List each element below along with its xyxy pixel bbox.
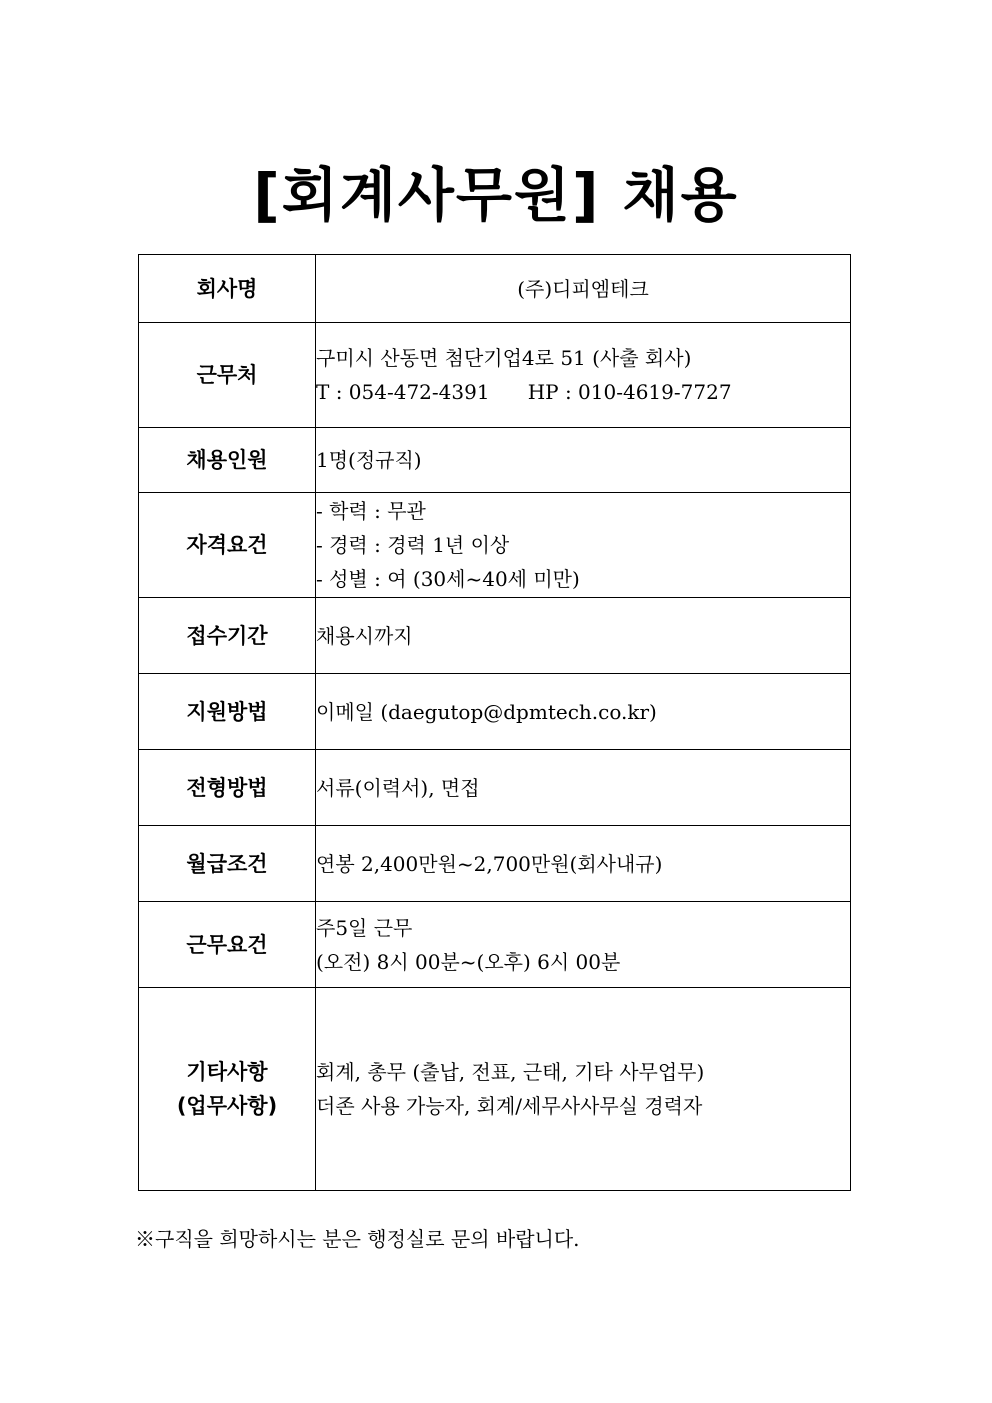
row-label: 지원방법 bbox=[139, 674, 316, 750]
table-row bbox=[139, 493, 851, 598]
table-row bbox=[139, 750, 851, 826]
row-value bbox=[316, 255, 851, 323]
row-value bbox=[316, 988, 851, 1191]
row-value bbox=[316, 598, 851, 674]
table-row bbox=[139, 988, 851, 1191]
row-label: 근무처 bbox=[139, 323, 316, 428]
table-row bbox=[139, 323, 851, 428]
value-line: - 성별 : 여 (30세~40세 미만) bbox=[316, 567, 580, 591]
value-line: - 경력 : 경력 1년 이상 bbox=[316, 533, 510, 557]
row-label: 월급조건 bbox=[139, 826, 316, 902]
row-label: 접수기간 bbox=[139, 598, 316, 674]
row-label-line: (업무사항) bbox=[176, 1094, 278, 1118]
table-row bbox=[139, 598, 851, 674]
table-row bbox=[139, 902, 851, 988]
value-line: T : 054-472-4391 HP : 010-4619-7727 bbox=[316, 380, 732, 404]
row-label: 근무요건 bbox=[139, 902, 316, 988]
row-value bbox=[316, 674, 851, 750]
value-line: - 학력 : 무관 bbox=[316, 499, 426, 523]
value-line: 회계, 총무 (출납, 전표, 근태, 기타 사무업무) bbox=[316, 1060, 705, 1084]
footer-note: ※구직을 희망하시는 분은 행정실로 문의 바랍니다. bbox=[135, 1227, 580, 1251]
value-line: 1명(정규직) bbox=[316, 448, 422, 472]
row-label: 전형방법 bbox=[139, 750, 316, 826]
table-row bbox=[139, 674, 851, 750]
row-value bbox=[316, 323, 851, 428]
row-value bbox=[316, 750, 851, 826]
table-row bbox=[139, 255, 851, 323]
row-value bbox=[316, 902, 851, 988]
value-line: 서류(이력서), 면접 bbox=[316, 775, 480, 800]
row-label-line: 기타사항 bbox=[186, 1060, 268, 1084]
table-row bbox=[139, 428, 851, 493]
value-line: 이메일 (daegutop@dpmtech.co.kr) bbox=[316, 699, 657, 724]
value-line: 연봉 2,400만원~2,700만원(회사내규) bbox=[316, 851, 663, 876]
row-value bbox=[316, 493, 851, 598]
table-row bbox=[139, 826, 851, 902]
value-line: 주5일 근무 bbox=[316, 915, 413, 940]
row-value bbox=[316, 428, 851, 493]
recruitment-table bbox=[138, 254, 851, 1191]
page-title: [회계사무원] 채용 bbox=[253, 161, 739, 229]
row-label: 회사명 bbox=[139, 255, 316, 323]
row-label: 자격요건 bbox=[139, 493, 316, 598]
row-label: 채용인원 bbox=[139, 428, 316, 493]
value-line: (주)디피엠테크 bbox=[517, 276, 649, 301]
value-line: 더존 사용 가능자, 회계/세무사사무실 경력자 bbox=[316, 1094, 703, 1118]
value-line: 구미시 산동면 첨단기업4로 51 (사출 회사) bbox=[316, 346, 692, 370]
value-line: (오전) 8시 00분~(오후) 6시 00분 bbox=[316, 949, 621, 974]
value-line: 채용시까지 bbox=[316, 623, 413, 648]
row-label bbox=[139, 988, 316, 1191]
row-value bbox=[316, 826, 851, 902]
